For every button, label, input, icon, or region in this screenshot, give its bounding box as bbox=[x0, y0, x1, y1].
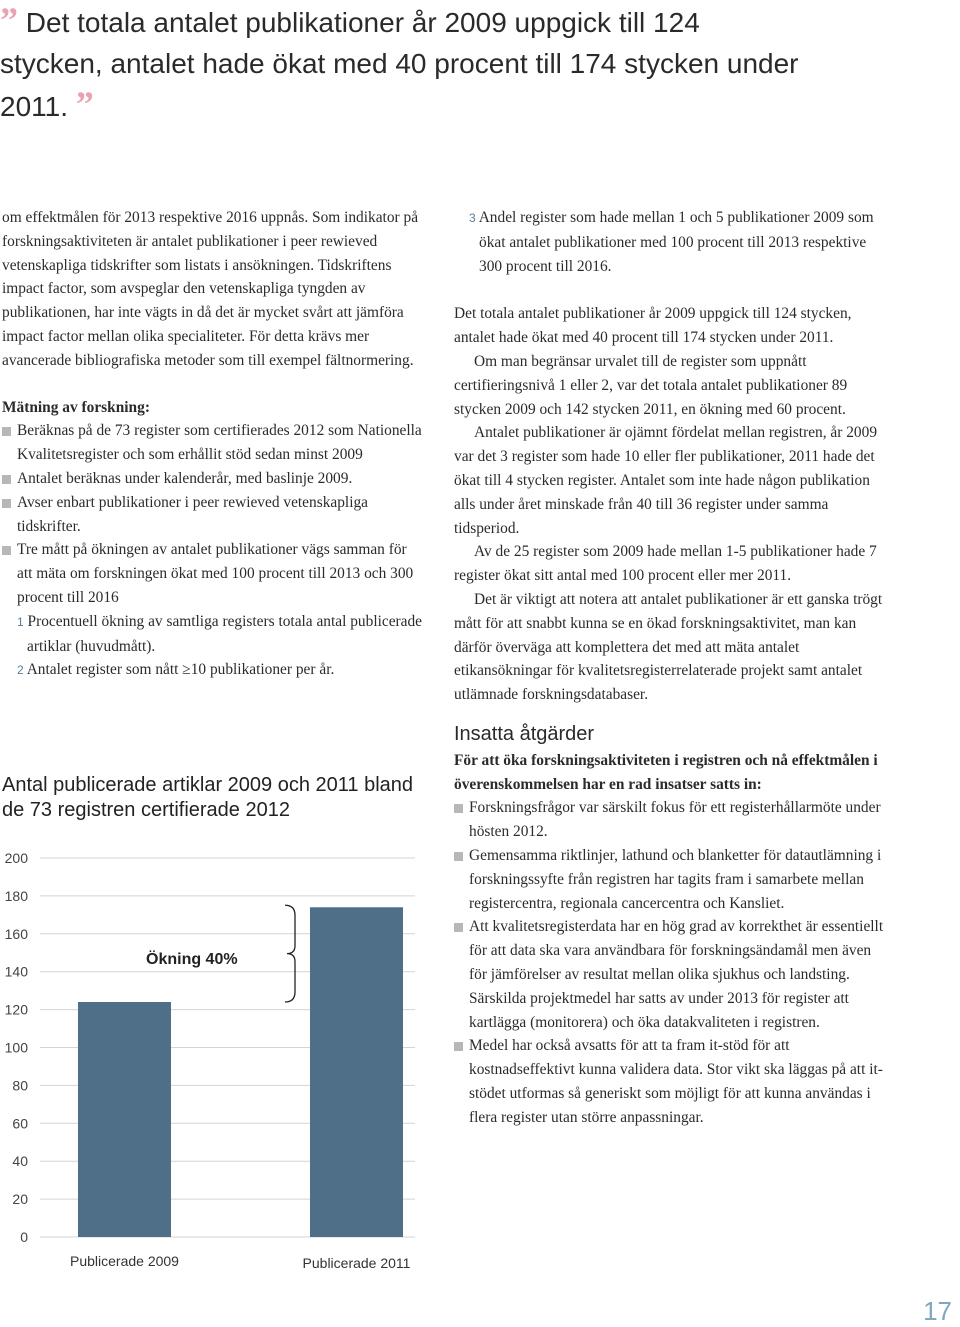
body-paragraph: Det totala antalet publikationer år 2009 uppgick till 124 stycken, antalet hade ökat med 40 procent till 174 stycken under 2011. bbox=[454, 305, 852, 347]
quote-close-mark: ” bbox=[75, 84, 94, 124]
x-category-label: Publicerade 2011 bbox=[302, 1255, 411, 1271]
sub-measure-text: Antalet register som nått ≥10 publikationer per år. bbox=[26, 661, 335, 679]
y-tick-label: 140 bbox=[4, 963, 28, 980]
measures-list bbox=[454, 796, 884, 1129]
bar bbox=[78, 1002, 171, 1237]
chart-title: Antal publicerade artiklar 2009 och 2011 bland de 73 registren certifierade 2012 bbox=[2, 774, 414, 821]
pull-quote-text: Det totala antalet publikationer år 2009 uppgick till 124 stycken, antalet hade ökat med 40 procent till 174 stycken under 2011. bbox=[0, 7, 799, 122]
list-item: Forskningsfrågor var särskilt fokus för ett registerhållarmöte under hösten 2012. bbox=[454, 796, 884, 844]
sub-measure-3 bbox=[454, 206, 884, 278]
quote-open-mark: ” bbox=[0, 0, 18, 40]
list-item: Antalet beräknas under kalenderår, med baslinje 2009. bbox=[2, 467, 422, 491]
sub-measure-item bbox=[469, 206, 884, 278]
sub-measure-number: 2 bbox=[17, 663, 24, 678]
y-tick-label: 40 bbox=[12, 1153, 28, 1170]
list-item: Att kvalitetsregisterdata har en hög grad av korrekthet är essentiellt för att data ska vara användbara för forskningsändamål men även för jämförelser av resultat mellan olika sjukhus och landsting. Särskilda projektmedel har satts av under 2013 för register att kartlägga (monitorera) och öka datakvaliteten i registren. bbox=[454, 915, 884, 1034]
body-paragraph: Av de 25 register som 2009 hade mellan 1-5 publikationer hade 7 register ökat sitt antal med 100 procent eller mer 2011. bbox=[454, 543, 877, 585]
sub-measure-text: Procentuell ökning av samtliga registers totala antal publicerade artiklar (huvudmått). bbox=[27, 612, 423, 655]
y-tick-label: 20 bbox=[12, 1191, 28, 1208]
measurement-heading: Mätning av forskning: bbox=[2, 398, 150, 416]
measures-intro: För att öka forskningsaktiviteten i registren och nå effektmålen i överenskommelsen har en rad insatser satts in: bbox=[454, 751, 878, 793]
y-tick-label: 80 bbox=[12, 1077, 28, 1094]
y-tick-label: 120 bbox=[4, 1001, 28, 1018]
brace bbox=[285, 905, 295, 1002]
sub-measure-text: Andel register som hade mellan 1 och 5 publikationer 2009 som ökat antalet publikationer med 100 procent till 2013 respektive 300 procent till 2016. bbox=[478, 209, 874, 275]
list-item: Beräknas på de 73 register som certifierades 2012 som Nationella Kvalitetsregister och som erhållit stöd sedan minst 2009 bbox=[2, 419, 422, 467]
list-item: Tre mått på ökningen av antalet publikationer vägs samman för att mäta om forskningen ökat med 100 procent till 2013 och 300 procent till 2016 bbox=[2, 538, 422, 609]
bar-chart bbox=[0, 840, 430, 1280]
page-number: 17 bbox=[923, 1296, 952, 1326]
body-paragraph: Antalet publikationer är ojämnt fördelat mellan registren, år 2009 var det 3 register som hade 10 eller fler publikationer, 2011 hade det ökat till 4 stycken register. Antalet som inte hade någon publikation alls under året minskade från 40 till 36 register under samma tidsperiod. bbox=[454, 424, 878, 537]
pull-quote bbox=[0, 0, 800, 127]
left-column bbox=[2, 206, 422, 683]
list-item: Gemensamma riktlinjer, lathund och blanketter för datautlämning i forskningssyfte från registren har tagits fram i samarbete mellan registercentra, regionala cancercentra och Kansliet. bbox=[454, 844, 884, 915]
section-heading: Insatta åtgärder bbox=[454, 722, 595, 745]
measurement-list bbox=[2, 419, 422, 609]
y-tick-label: 200 bbox=[4, 850, 28, 866]
list-item: Avser enbart publikationer i peer rewieved vetenskapliga tidskrifter. bbox=[2, 491, 422, 539]
intro-paragraph: om effektmålen för 2013 respektive 2016 uppnås. Som indikator på forskningsaktiviteten är antalet publikationer i peer rewieved vetenskapliga tidskrifter som listats i ansökningen. Tidskriftens impact factor, som avspeglar den vetenskapliga tyngden av publikationen, har inte vägts in då det är mycket svårt att jämföra impact factor mellan olika specialiteter. För detta krävs mer avancerade bibliografiska metoder som till exempel fältnormering. bbox=[2, 209, 419, 369]
y-tick-label: 60 bbox=[12, 1115, 28, 1132]
y-tick-label: 0 bbox=[20, 1229, 28, 1245]
list-item: Medel har också avsatts för att ta fram it-stöd för att kostnadseffektivt kunna validera data. Stor vikt ska läggas på att it-stödet utformas så generiskt som möjligt för att kunna användas i flera register utan större anpassningar. bbox=[454, 1034, 884, 1129]
sub-measure-number: 3 bbox=[469, 211, 476, 225]
right-column bbox=[454, 206, 884, 1129]
sub-measure-number: 1 bbox=[17, 614, 24, 629]
sub-measure-item bbox=[17, 658, 422, 683]
body-paragraph: Om man begränsar urvalet till de register som uppnått certifieringsnivå 1 eller 2, var det totala antalet publikationer 89 stycken 2009 och 142 stycken 2011, en ökning med 60 procent. bbox=[454, 352, 848, 418]
y-tick-label: 100 bbox=[4, 1039, 28, 1056]
x-category-label: Publicerade 2009 bbox=[70, 1253, 179, 1269]
sub-measures bbox=[2, 610, 422, 683]
sub-measure-item bbox=[17, 610, 422, 659]
y-tick-label: 160 bbox=[4, 925, 28, 942]
y-tick-label: 180 bbox=[4, 887, 28, 904]
bar bbox=[310, 907, 403, 1237]
body-paragraph: Det är viktigt att notera att antalet publikationer är ett ganska trögt mått för att snabbt kunna se en ökad forskningsaktivitet, man kan därför överväga att komplettera det med att mäta antalet etikansökningar för kvalitetsregisterrelaterade projekt samt antalet utlämnade forskningsdatabaser. bbox=[454, 590, 883, 704]
increase-annotation: Ökning 40% bbox=[146, 951, 238, 968]
spacer bbox=[454, 278, 884, 302]
